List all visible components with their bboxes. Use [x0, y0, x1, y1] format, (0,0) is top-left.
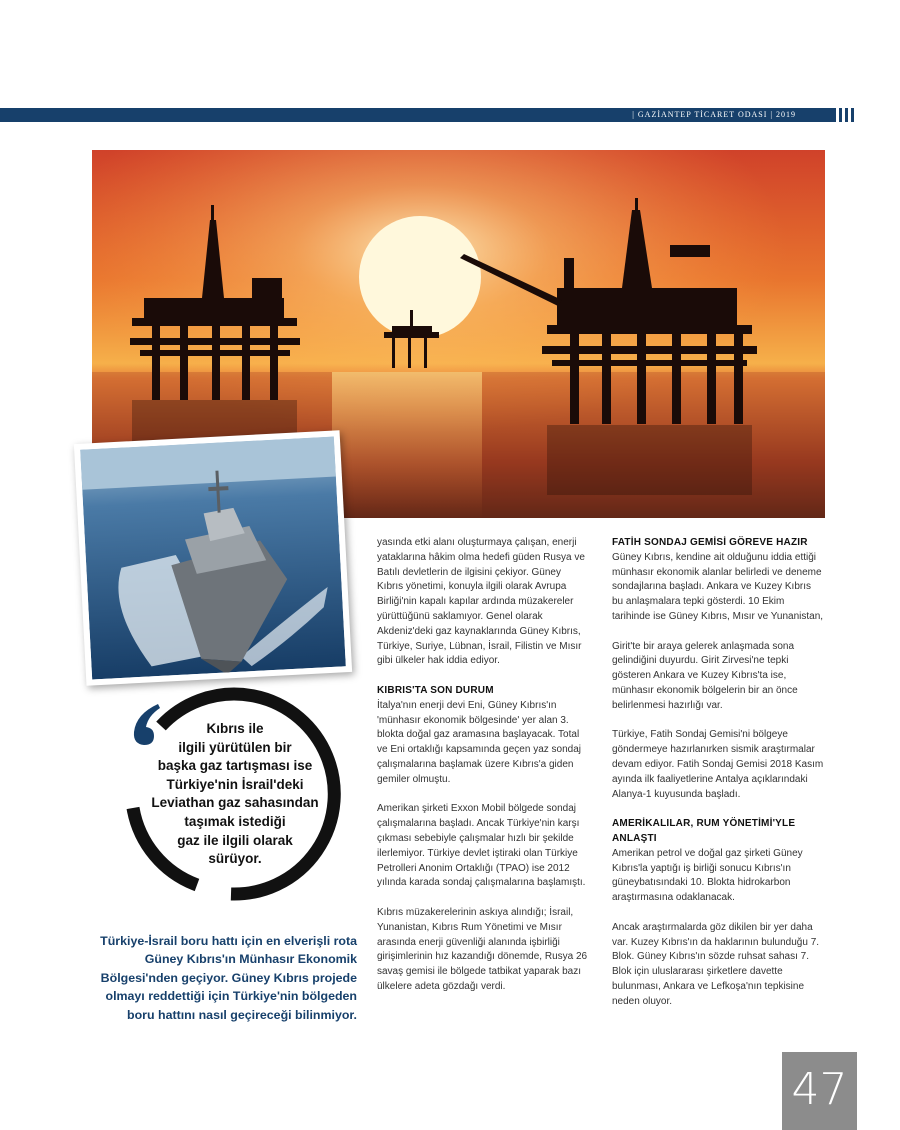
body-paragraph: Amerikan şirketi Exxon Mobil bölgede sondaj çalışmalarına başladı. Ancak Türkiye'nin karşı çıkması sebebiyle çalışmalar hızlı bir şekilde ilerlemiyor. Türkiye devlet iştiraki olan Türkiye Petrolleri Anonim Ortaklığı (TPAO) ise 2012 yılında karada sondaj çalışmalarına başlamıştı.: [377, 803, 586, 889]
header-band: [0, 108, 836, 122]
pull-quote-line: Türkiye'nin İsrail'deki: [166, 776, 304, 792]
section-heading: KIBRIS'TA SON DURUM: [377, 684, 494, 696]
text-column-1: [377, 536, 589, 1010]
running-title: | GAZİANTEP TİCARET ODASI | 2019: [632, 110, 796, 119]
section-heading: AMERİKALILAR, RUM YÖNETİMİ'YLE ANLAŞTI: [612, 818, 796, 844]
pull-quote-line: sürüyor.: [208, 851, 262, 867]
pull-quote-line: ilgili yürütülen bir: [178, 739, 292, 755]
body-paragraph: Ancak araştırmalarda göz dikilen bir yer daha var. Kuzey Kıbrıs'ın da haklarının bulunduğu 7. Blok. Güney Kıbrıs'ın sözde ruhsat sahası 7. Blok için uluslararası şirketlere davette bulunması, Ankara ve Lefkoşa'nın tepkisine neden oluyor.: [612, 921, 820, 1007]
pull-quote-line: başka gaz tartışması ise: [157, 758, 313, 774]
body-paragraph: İtalya'nın enerji devi Eni, Güney Kıbrıs'ın 'münhasır ekonomik bölgesinde' yer alan 3. blokta doğal gaz aramasına başlayacak. Total ve Eni ortaklığı kapsamında geçen yaz sondaj çalışmalarına başlamak üzere Kıbrıs'a giden gemiler olmuştu.: [377, 699, 582, 785]
body-paragraph: Güney Kıbrıs, kendine ait olduğunu iddia ettiği münhasır ekonomik alanlar belirledi ve deneme sondajlarına başladı. Ankara ve Kuzey Kıbrıs bu anlaşmalara tepki gösterdi. 10 Ekim tarihinde ise Güney Kıbrıs, Mısır ve Yunanistan,: [612, 551, 824, 622]
body-paragraph: yasında etki alanı oluşturmaya çalışan, enerji yataklarına hâkim olma hedefi güden Rusya ve Batılı devletlerin de ilgisini çekiyor. Güney Kıbrıs yönetimi, konuyla ilgili olarak Avrupa Birliği'nin kapalı kapılar ardında müzakereler yürüttüğünü saklamıyor. Genel olarak Akdeniz'deki gaz kaynaklarında Güney Kıbrıs, Türkiye, Suriye, Lübnan, İsrail, Filistin ve Mısır gibi ülkeler hak iddia ediyor.: [377, 537, 585, 667]
body-paragraph: Kıbrıs müzakerelerinin askıya alındığı; İsrail, Yunanistan, Kıbrıs Rum Yönetimi ve Mısır arasında enerji güvenliği alanında işbirliği girişimlerinin hız kazandığı dönemde, Rusya 26 savaş gemisi ile bölgede tatbikat yaparak bazı ülkelere adeta gözdağı verdi.: [377, 906, 588, 992]
section-heading: FATİH SONDAJ GEMİSİ GÖREVE HAZIR: [612, 537, 808, 548]
warship-photo: [74, 430, 352, 686]
body-paragraph: Girit'te bir araya gelerek anlaşmada sona gelindiğini duyurdu. Girit Zirvesi'ne tepki gösteren Ankara ve Kuzey Kıbrıs'ta ise, münhasır ekonomik bölgelerin bir an önce belirlenmesi hazırlığı var.: [612, 640, 798, 711]
pull-quote-line: gaz ile ilgili olarak: [177, 832, 293, 848]
lead-paragraph: Türkiye-İsrail boru hattı için en elverişli rota Güney Kıbrıs'ın Münhasır Ekonomik Bölgesi'nden geçiyor. Güney Kıbrıs projede olmayı reddettiği için Türkiye'nin bölgeden boru hattını nasıl geçireceği bilinmiyor.: [100, 934, 357, 1022]
body-paragraph: Amerikan petrol ve doğal gaz şirketi Güney Kıbrıs'la yaptığı iş birliği sonucu Kıbrıs'ın güneybatısındaki 10. Blokta hidrokarbon araştırmasına odaklanacak.: [612, 847, 803, 904]
body-paragraph: Türkiye, Fatih Sondaj Gemisi'ni bölgeye göndermeye hazırlanırken sismik araştırmalar devam ediyor. Fatih Sondaj Gemisi 2018 Kasım ayında ilk faaliyetlerine Antalya açıklarındaki Alanya-1 kuyusunda başladı.: [612, 729, 824, 800]
pull-quote: [148, 720, 322, 869]
text-column-2: [612, 536, 824, 1024]
pull-quote-line: Kıbrıs ile: [206, 721, 264, 736]
page-number-box: [782, 1052, 857, 1130]
pull-quote-line: taşımak istediği: [184, 813, 286, 829]
pull-quote-line: Leviathan gaz sahasından: [151, 795, 319, 811]
page-number: 47: [791, 1064, 848, 1115]
header-stripes: [839, 108, 863, 122]
